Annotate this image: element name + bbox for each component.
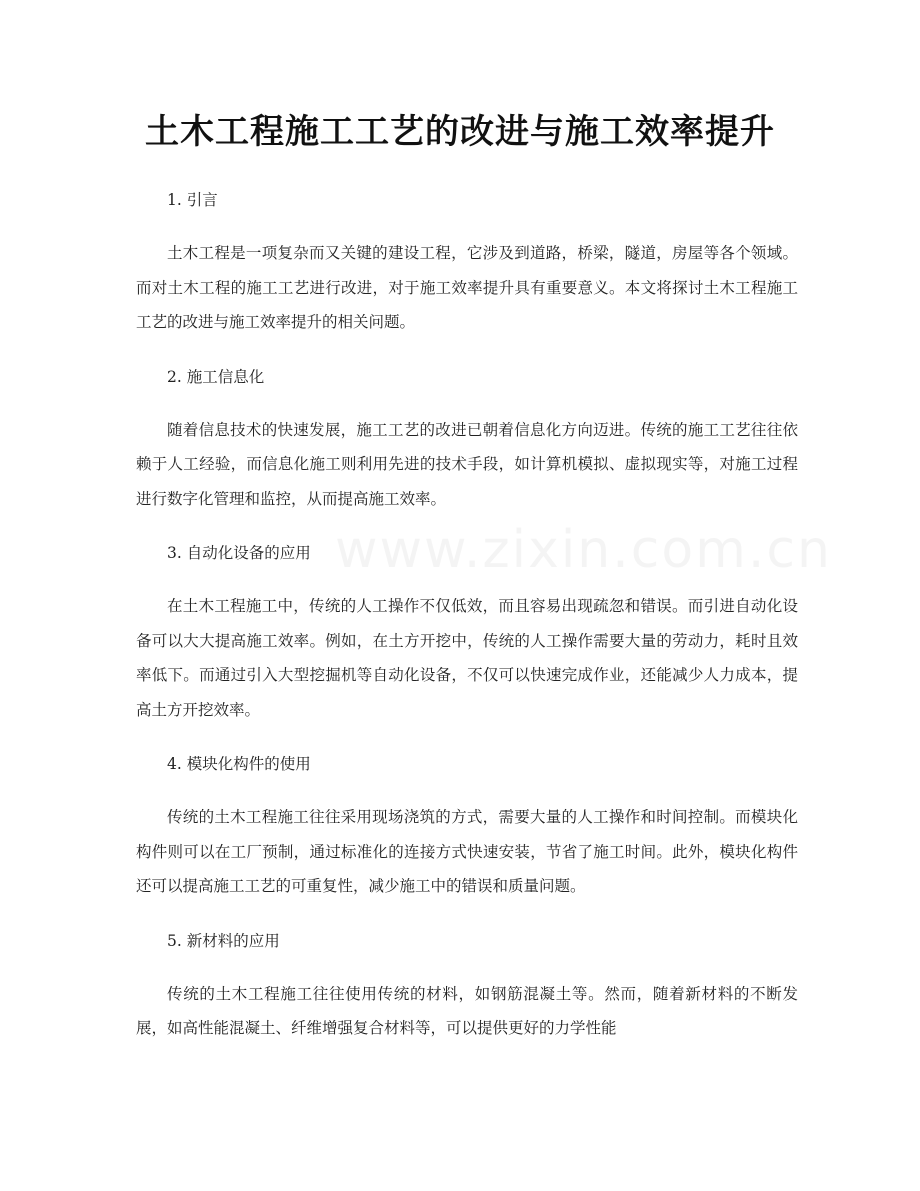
document-body [136, 182, 832, 1065]
section-heading: 5. 新材料的应用 [167, 931, 280, 950]
watermark: www.zixin.com.cn [335, 520, 832, 580]
document-title: 土木工程施工工艺的改进与施工效率提升 [145, 112, 775, 152]
section-heading: 4. 模块化构件的使用 [167, 755, 311, 773]
section-paragraph: 传统的土木工程施工往往使用传统的材料，如钢筋混凝土等。然而，随着新材料的不断发展，如高性能混凝土、纤维增强复合材料等，可以提供更好的力学性能 [136, 984, 798, 1037]
section-paragraph: 在土木工程施工中，传统的人工操作不仅低效，而且容易出现疏忽和错误。而引进自动化设备可以大大提高施工效率。例如，在土方开挖中，传统的人工操作需要大量的劳动力，耗时且效率低下。而通过引入大型挖掘机等自动化设备，不仅可以快速完成作业，还能减少人力成本，提高土方开挖效率。 [136, 597, 798, 719]
section-paragraph: 随着信息技术的快速发展，施工工艺的改进已朝着信息化方向迈进。传统的施工工艺往往依赖于人工经验，而信息化施工则利用先进的技术手段，如计算机模拟、虚拟现实等，对施工过程进行数字化管理和监控，从而提高施工效率。 [136, 420, 798, 508]
section-heading: 1. 引言 [167, 191, 218, 209]
section-paragraph: 土木工程是一项复杂而又关键的建设工程，它涉及到道路，桥梁，隧道，房屋等各个领域。而对土木工程的施工工艺进行改进，对于施工效率提升具有重要意义。本文将探讨土木工程施工工艺的改进与施工效率提升的相关问题。 [136, 244, 798, 331]
section-paragraph: 传统的土木工程施工往往采用现场浇筑的方式，需要大量的人工操作和时间控制。而模块化构件则可以在工厂预制，通过标准化的连接方式快速安装，节省了施工时间。此外，模块化构件还可以提高施工工艺的可重复性，减少施工中的错误和质量问题。 [136, 808, 798, 895]
section-heading: 3. 自动化设备的应用 [167, 544, 311, 562]
section-heading: 2. 施工信息化 [167, 367, 265, 386]
